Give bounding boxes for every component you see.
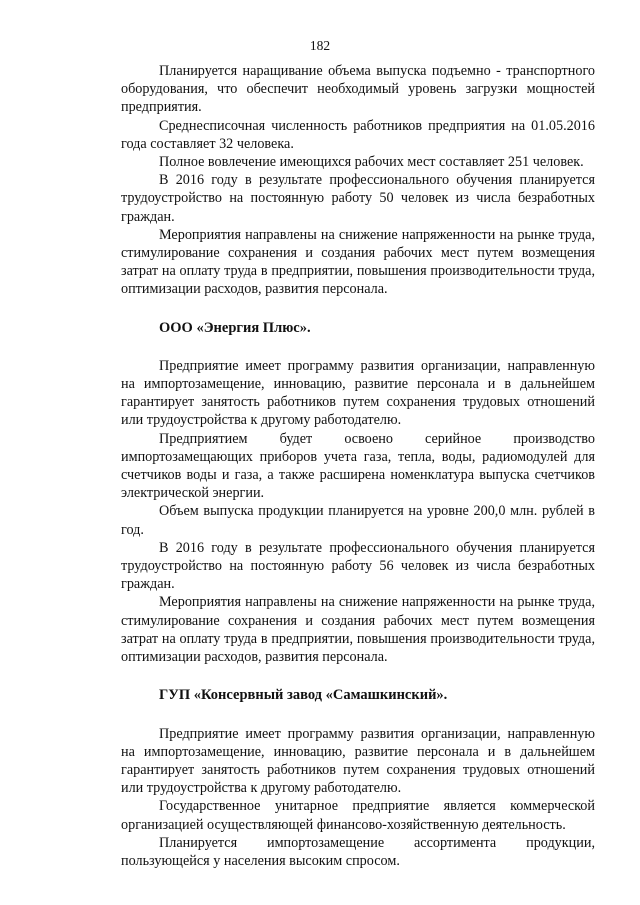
paragraph: Мероприятия направлены на снижение напряженности на рынке труда, стимулирование сохранения и создания рабочих мест путем возмещения затрат на оплату труда в предприятии, повышения производительности труда, оптимизации расходов, развития персонала. — [121, 226, 595, 298]
paragraph: Предприятие имеет программу развития организации, направленную на импортозамещение, инновацию, развитие персонала и в дальнейшем гарантирует занятость работников путем сохранения трудовых отношений или трудоустройства к другому работодателю. — [121, 357, 595, 429]
paragraph: В 2016 году в результате профессионального обучения планируется трудоустройство на постоянную работу 56 человек из числа безработных граждан. — [121, 539, 595, 593]
section-heading-energiya-plus: ООО «Энергия Плюс». — [159, 319, 311, 336]
paragraph: Полное вовлечение имеющихся рабочих мест составляет 251 человек. — [159, 154, 584, 171]
paragraph: Планируется импортозамещение ассортимента продукции, пользующейся у населения высоким спросом. — [121, 834, 595, 869]
section-heading-konservny-zavod: ГУП «Консервный завод «Самашкинский». — [159, 687, 448, 704]
paragraph: В 2016 году в результате профессионального обучения планируется трудоустройство на постоянную работу 50 человек из числа безработных граждан. — [121, 172, 595, 225]
paragraph: Планируется наращивание объема выпуска подъемно - транспортного оборудования, что обеспечит необходимый уровень загрузки мощностей предприятия. — [121, 63, 595, 116]
paragraph: Предприятием будет освоено серийное производство импортозамещающих приборов учета газа, тепла, воды, радиомодулей для счетчиков воды и газа, а также расширена номенклатура выпуска счетчиков электрической энергии. — [121, 430, 595, 502]
paragraph: Объем выпуска продукции планируется на уровне 200,0 млн. рублей в год. — [121, 503, 595, 538]
paragraph: Мероприятия направлены на снижение напряженности на рынке труда, стимулирование сохранения и создания рабочих мест путем возмещения затрат на оплату труда в предприятии, повышения производительности труда, оптимизации расходов, развития персонала. — [121, 594, 595, 666]
paragraph: Государственное унитарное предприятие является коммерческой организацией осуществляющей финансово-хозяйственную деятельность. — [121, 798, 595, 833]
paragraph: Предприятие имеет программу развития организации, направленную на импортозамещение, инновацию, развитие персонала и в дальнейшем гарантирует занятость работников путем сохранения трудовых отношений или трудоустройства к другому работодателю. — [121, 725, 595, 797]
page-number: 182 — [309, 38, 331, 53]
paragraph: Среднесписочная численность работников предприятия на 01.05.2016 года составляет 32 человека. — [121, 117, 595, 152]
document-body — [121, 62, 595, 870]
